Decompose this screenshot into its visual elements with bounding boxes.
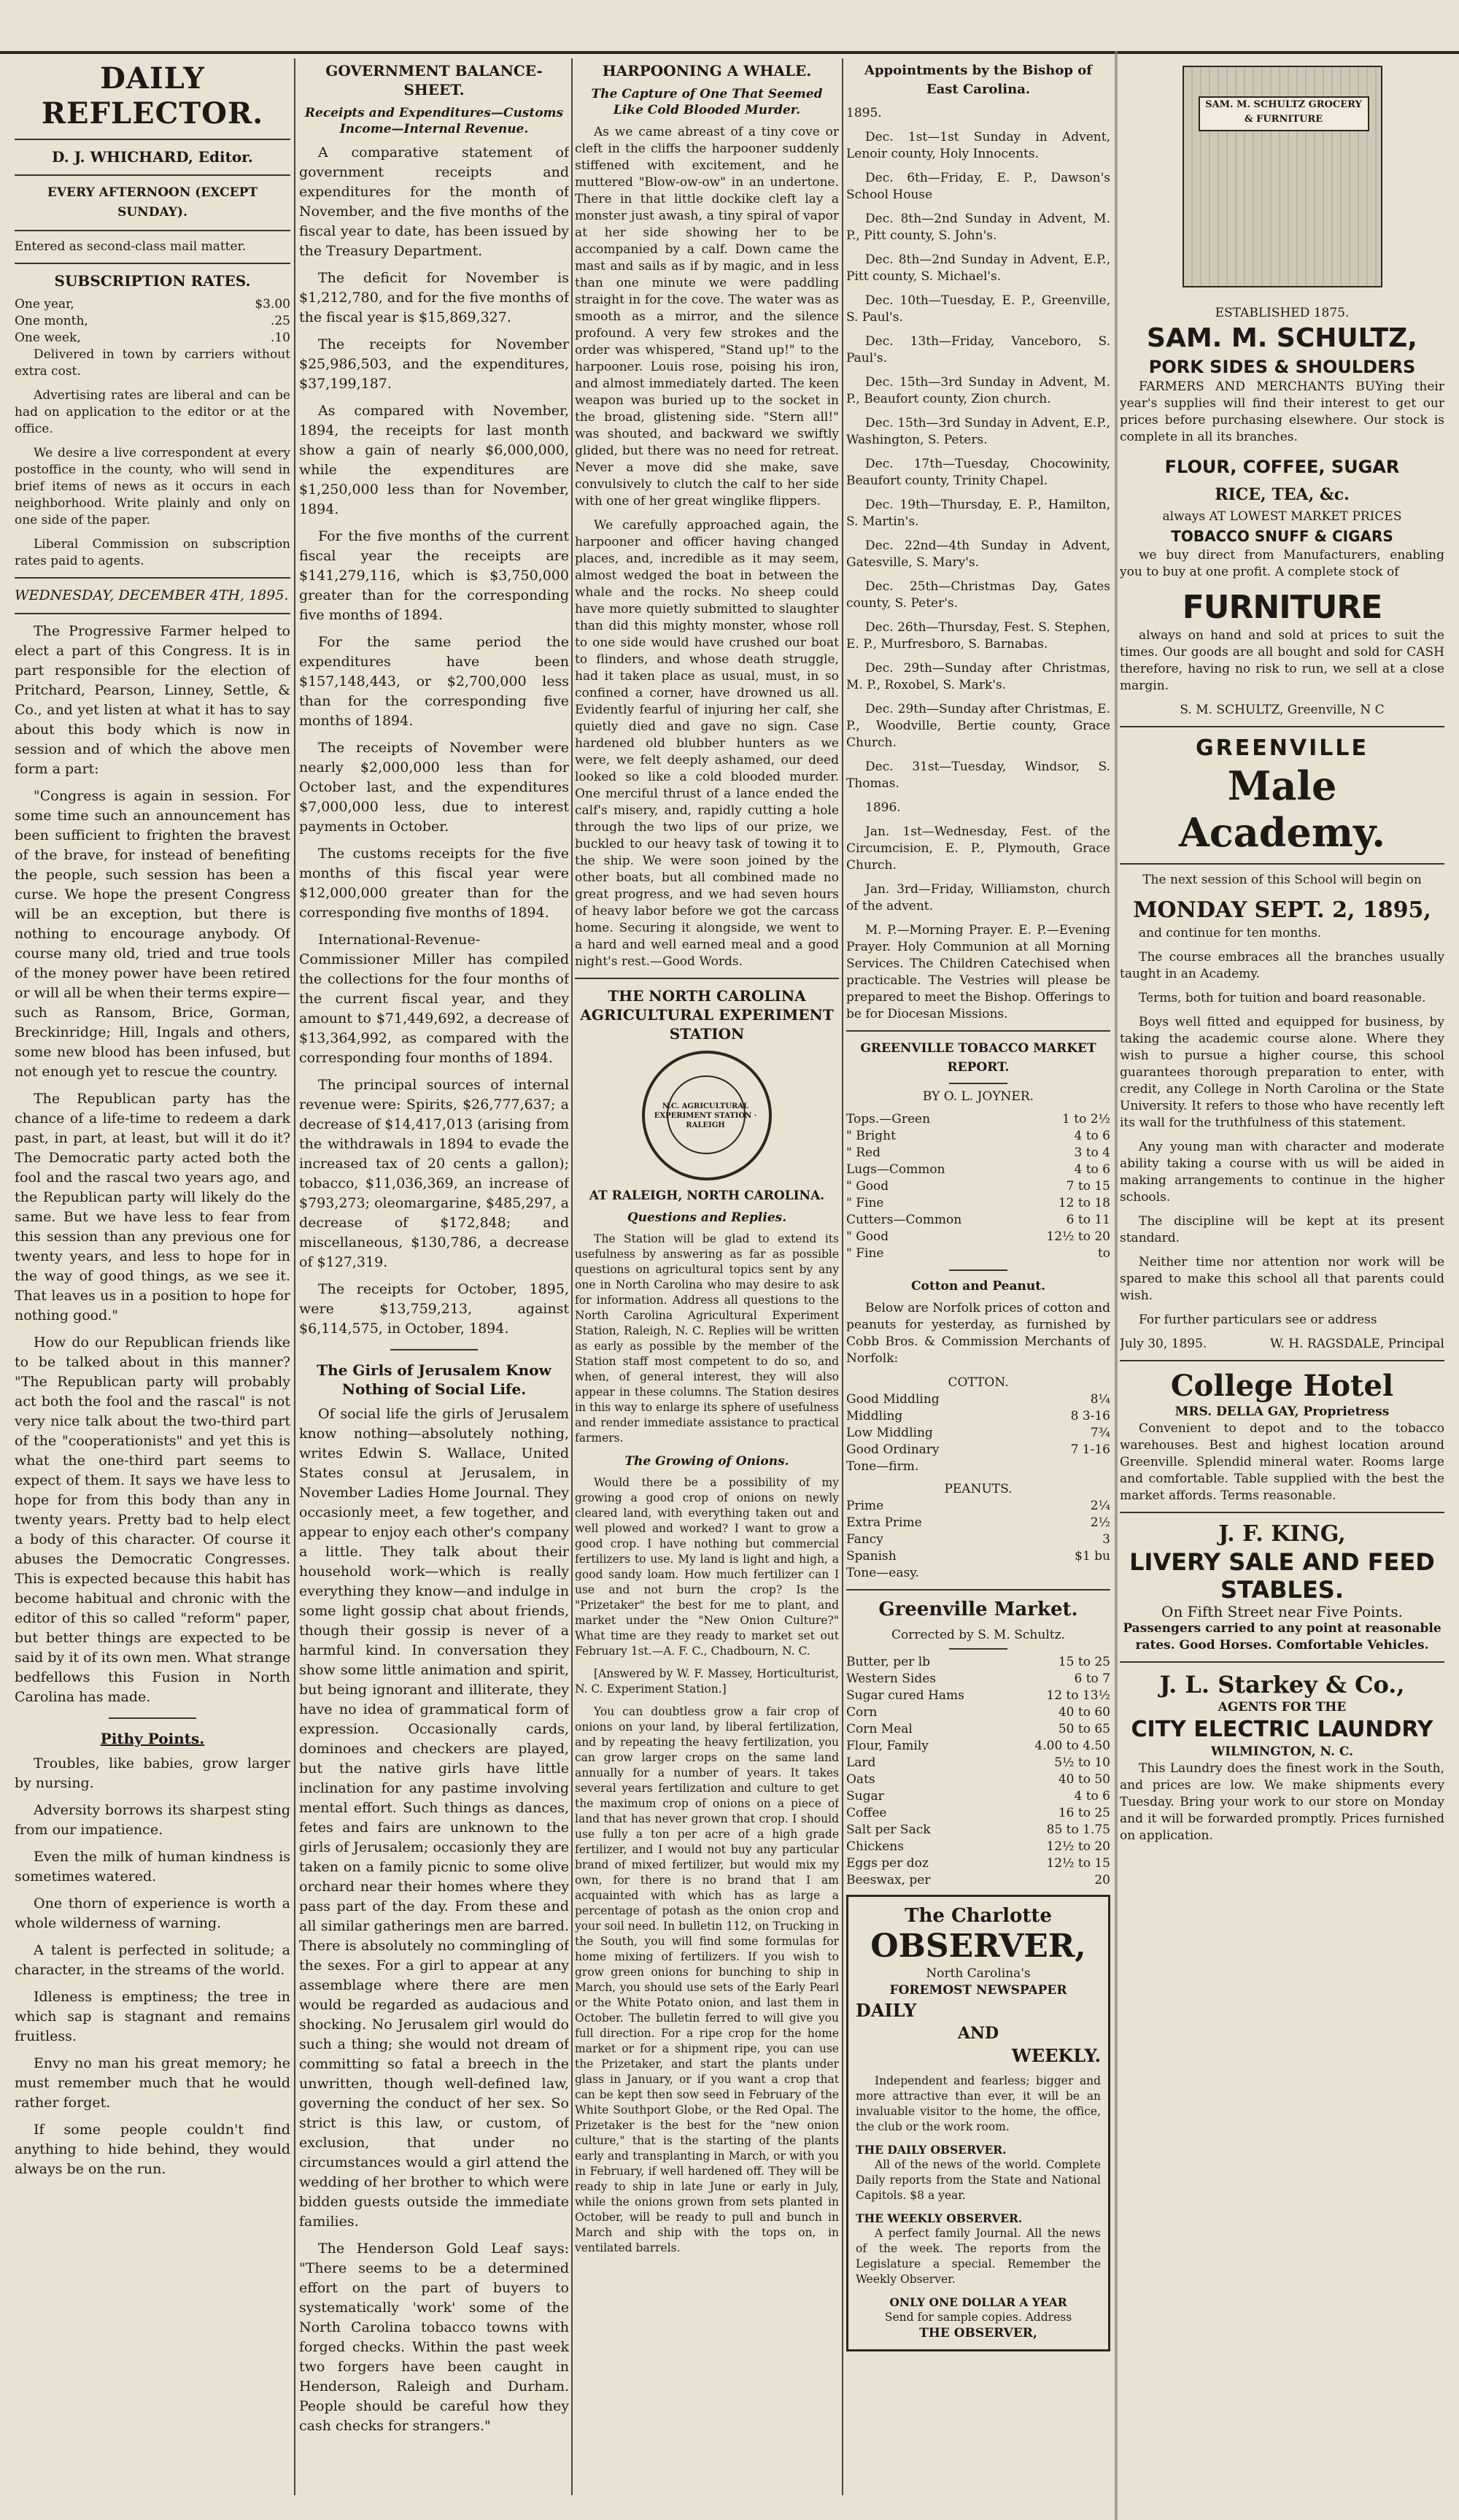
laundry-name: CITY ELECTRIC LAUNDRY [1131,1717,1433,1742]
row-label: Eggs per doz [846,1856,929,1871]
row-label: " Good [846,1229,889,1244]
laundry-place: WILMINGTON, N. C. [1210,1744,1353,1759]
table-row [846,1229,1110,1245]
schultz-line2: FLOUR, COFFEE, SUGAR [1164,457,1400,477]
row-value: 8 3-16 [1070,1409,1110,1423]
balance-paragraph: International-Revenue-Commissioner Miller has compiled the collections for the four months of the current fiscal year, and they amount to $71,449,692, a decrease of $13,364,992, as compared with the corresponding four months of 1894. [299,932,569,1066]
academy-date: MONDAY SEPT. 2, 1895, [1133,897,1431,923]
observer-line2: North Carolina's [926,1966,1031,1981]
table-row [846,1178,1110,1195]
established-line: ESTABLISHED 1875. [1215,306,1350,320]
laundry-text: This Laundry does the finest work in the South, and prices are low. We make shipments every Tuesday. Bring your work to our store on Monday and it will be forwarded promptly. Prices furnished on application. [1120,1761,1444,1843]
column-rule [842,58,843,2495]
row-label: " Bright [846,1129,896,1143]
table-row [846,1755,1110,1771]
qa-heading: Questions and Replies. [627,1210,787,1225]
row-value: .10 [270,331,290,345]
divider [1120,1661,1444,1663]
peanuts-label: PEANUTS. [944,1482,1013,1496]
row-label: " Fine [846,1196,884,1210]
balance-paragraph: A comparative statement of government receipts and expenditures for the month of November, and the five months of the fiscal year to date, has been issued by the Treasury Department. [299,144,569,259]
row-label: Chickens [846,1839,904,1854]
academy-paragraph: Any young man with character and moderate ability taking a course with us will be aided in making arrangements to continue in the higher schools. [1120,1140,1444,1205]
row-value: 40 to 50 [1058,1772,1110,1787]
pithy-heading: Pithy Points. [100,1730,205,1747]
row-value: 4 to 6 [1074,1129,1110,1143]
appointment-item: Dec. 29th—Sunday after Christmas, M. P., Roxobel, S. Mark's. [846,661,1110,692]
row-label: Beeswax, per [846,1873,931,1887]
subscription-heading: SUBSCRIPTION RATES. [54,272,251,290]
row-label: One month, [15,314,88,328]
station-place: AT RALEIGH, NORTH CAROLINA. [589,1189,825,1203]
appointments-heading: Appointments by the Bishop of East Carolina. [864,63,1092,97]
academy-paragraph: Neither time nor attention nor work will be spared to make this school all that parents could wish. [1120,1255,1444,1303]
starkey-agents: AGENTS FOR THE [1218,1700,1347,1715]
dateline: WEDNESDAY, DECEMBER 4TH, 1895. [15,587,289,603]
column-3 [575,58,839,2495]
academy-paragraph: Boys well fitted and equipped for business, by taking the academic course alone. Where they wish to pursue a higher course, this school guarantees thorough preparation to enter, with credit, any College in North Carolina or the State University. It refers to those who have recently left its wall for the truthfulness of this statement. [1120,1015,1444,1130]
row-value: 15 to 25 [1058,1655,1110,1669]
row-label: Coffee [846,1806,887,1820]
editorial-paragraph: The Progressive Farmer helped to elect a part of this Congress. It is in part responsible for the election of Pritchard, Pearson, Linney, Settle, & Co., and yet listen at what it has to say about this body which is now in session and of which the above men form a part: [15,623,290,777]
table-row [846,1839,1110,1855]
divider [15,139,290,140]
table-row [846,1805,1110,1822]
appointment-item: Dec. 10th—Tuesday, E. P., Greenville, S. Paul's. [846,293,1110,325]
academy-top: GREENVILLE [1196,735,1369,761]
observer-samples: Send for sample copies. Address [884,2311,1072,2324]
row-value: 4 to 6 [1074,1162,1110,1177]
tobacco-by: BY O. L. JOYNER. [922,1089,1034,1104]
appointment-item: Dec. 17th—Tuesday, Chocowinity, Beaufort county, Trinity Chapel. [846,457,1110,488]
divider [15,263,290,264]
row-label: Sugar cured Hams [846,1688,964,1703]
cotton-label: COTTON. [948,1375,1009,1390]
appointment-item: Dec. 22nd—4th Sunday in Advent, Gatesville, S. Mary's. [846,538,1110,570]
page-fold [1115,51,1118,2520]
divider [109,1717,196,1719]
onions-paragraph: Would there be a possibility of my growing a good crop of onions on newly cleared land, with everything taken out and well plowed and worked? I want to grow a good crop. I have nothing but commercial fertilizers to use. My land is light and high, a good sandy loam. How much fertilizer can I use and not burn the crop? Is the "Prizetaker" the best for me to plant, and market under the "New Onion Culture?" What time are they ready to market set out February 1st.—A. F. C., Chadbourn, N. C. [575,1476,839,1658]
appointment-item: Dec. 6th—Friday, E. P., Dawson's School House [846,171,1110,202]
station-heading: THE NORTH CAROLINA AGRICULTURAL EXPERIMENT STATION [580,987,834,1043]
column-rule [571,58,573,2495]
subscription-notes [15,347,290,570]
row-label: One week, [15,331,81,345]
academy-paragraph: The discipline will be kept at its present standard. [1120,1214,1444,1245]
jerusalem-heading: The Girls of Jerusalem Know Nothing of Social Life. [317,1361,552,1398]
table-row [846,1671,1110,1688]
divider [949,1269,1007,1271]
row-label: " Red [846,1145,881,1160]
row-value: 4.00 to 4.50 [1034,1739,1110,1753]
row-value: 50 to 65 [1058,1722,1110,1736]
whale-heading: HARPOONING A WHALE. [602,62,812,80]
row-value: .25 [270,314,290,328]
editorial-paragraph: How do our Republican friends like to be talked about in this manner? "The Republican party will probably act both the fool and the rascal" is not very nice talk about the two-third part of the "cooperationists" and yet this is what the one-third part seems to expect of them. It says we have less to hope for from this body than any in twenty years. Pretty bad to help elect a body of this character. Of course it abuses the Democratic Congresses. This is expected because this habit has become habitual and chronic with the editor of this so called "reform" paper, but better things are expected to be said by it of its own men. What strange bedfellows this Fusion in North Carolina has made. [15,1334,290,1705]
table-row [846,1162,1110,1178]
row-label: Cutters—Common [846,1213,962,1227]
row-value: 2½ [1090,1515,1110,1530]
balance-paragraph: As compared with November, 1894, the receipts for last month show a gain of nearly $6,000,000, while the expenditures are $1,250,000 less than for November, 1894. [299,403,569,517]
divider [846,1030,1110,1032]
balance-paragraph: The deficit for November is $1,212,780, and for the five months of the fiscal year is $15,869,327. [299,270,569,325]
seal-text: N.C. AGRICULTURAL EXPERIMENT STATION · RALEIGH [654,1102,757,1129]
divider [1120,1360,1444,1361]
appointment-item: Dec. 8th—2nd Sunday in Advent, M. P., Pitt county, S. John's. [846,212,1110,243]
academy-date-line: July 30, 1895. [1120,1337,1207,1351]
row-value: 20 [1094,1873,1110,1887]
station-seal-icon [642,1051,772,1180]
table-row [846,1688,1110,1704]
king-place: On Fifth Street near Five Points. [1161,1603,1403,1620]
furniture-heading: FURNITURE [1182,589,1382,626]
row-value: to [1097,1246,1110,1261]
row-label: Middling [846,1409,903,1423]
observer-line3: FOREMOST NEWSPAPER [889,1983,1067,1998]
pithy-item: Adversity borrows its sharpest sting from our impatience. [15,1802,290,1838]
store-sign: SAM. M. SCHULTZ GROCERY & FURNITURE [1199,96,1369,131]
appointment-item: Dec. 1st—1st Sunday in Advent, Lenoir county, Holy Innocents. [846,130,1110,161]
row-value: 40 to 60 [1058,1705,1110,1720]
pithy-item: If some people couldn't find anything to hide behind, they would always be on the run. [15,2122,290,2177]
appointment-item: Jan. 1st—Wednesday, Fest. of the Circumcision, E. P., Plymouth, Grace Church. [846,824,1110,873]
editorial-paragraph: "Congress is again in session. For some time such an announcement has been sufficient to frighten the bravest of the brave, for instead of benefiting the people, such session has been a curse. We hope the present Congress will be an exception, but there is nothing to encourage anybody. Of course many old, tried and true tools of the money power have been retired or will all be when their terms expire—such as Ransom, Brice, Gorman, Breckinridge; Hill, Ingals and others, some new blood has been infused, but not enough yet to rescue the country. [15,788,290,1080]
row-label: Spanish [846,1549,897,1564]
row-label: Butter, per lb [846,1655,931,1669]
academy-intro: The next session of this School will begin on [1142,873,1422,887]
subscription-note: Delivered in town by carriers without extra cost. [15,347,290,379]
table-row [15,313,290,330]
row-label: Low Middling [846,1426,933,1440]
academy-principal: W. H. RAGSDALE, Principal [1269,1337,1444,1351]
masthead-title: DAILY REFLECTOR. [41,61,264,131]
tobacco-heading: GREENVILLE TOBACCO MARKET REPORT. [860,1041,1096,1075]
observer-offer: ONLY ONE DOLLAR A YEAR [889,2295,1067,2309]
row-label: Good Ordinary [846,1442,940,1457]
observer-pitch: Independent and fearless; bigger and more attractive than ever, it will be an invaluable visitor to the home, the office, the club or the work room. [856,2074,1101,2133]
appointment-item: Dec. 19th—Thursday, E. P., Hamilton, S. Martin's. [846,498,1110,529]
observer-daily-heading: THE DAILY OBSERVER. [856,2143,1007,2157]
schultz-name: SAM. M. SCHULTZ, [1147,323,1417,353]
market-heading: Greenville Market. [878,1599,1078,1620]
divider [1120,1512,1444,1513]
row-value: $1 bu [1075,1549,1110,1564]
row-label: Tone—easy. [846,1566,919,1580]
jerusalem-paragraph: The Henderson Gold Leaf says: "There seems to be a determined effort on the part of buyers to systematically 'work' some of the North Carolina tobacco towns with forged checks. Within the past week two forgers have been caught in Henderson, Raleigh and Durham. People should be careful how they cash checks for strangers." [299,2241,569,2434]
pithy-item: Troubles, like babies, grow larger by nursing. [15,1755,290,1791]
schedule-line: EVERY AFTERNOON (EXCEPT SUNDAY). [47,185,258,220]
row-value: 12 to 18 [1058,1196,1110,1210]
schultz-text1: FARMERS AND MERCHANTS BUYing their year's supplies will find their interest to get our prices before purchasing elsewhere. Our stock is complete in all its branches. [1120,379,1444,444]
table-row [846,1195,1110,1212]
row-value: 2¼ [1090,1499,1110,1513]
whale-paragraph: As we came abreast of a tiny cove or cleft in the cliffs the harpooner suddenly stiffened with excitement, and he muttered "Blow-ow-ow" in an undertone. There in that little dockike cleft lay a monster just awash, a tiny spiral of vapor at her side showing her to be accompanied by a calf. Down came the mast and sails as if by magic, and in less than one minute we were paddling straight in for the cove. The water was as smooth as a mirror, and the silence profound. A very few strokes and the order was whispered, "Stand up!" to the harpooner. Louis rose, poising his iron, and almost immediately darted. The keen weapon was buried up to the socket in the broad, glistening side. "Stern all!" was shouted, and backward we swiftly glided, but there was no need for retreat. Never a move did she make, save convulsively to clutch the calf to her side with one of her great winglike flippers. [575,125,839,509]
academy-body [1120,925,1444,1329]
onions-paragraph: You can doubtless grow a fair crop of onions on your land, by liberal fertilization, and by repeating the heavy fertilization, you can grow larger crops on the same land annually for a number of years. It takes several years fertilization and culture to get the maximum crop of onions on a piece of land that has never grown that crop. I should use fully a ton per acre of a high grade fertilizer, and I would not buy any particular brand of mixed fertilizer, but would mix my own, for there is no brand that I am acquainted with which has as large a percentage of potash as the onion crop and your soil need. In bulletin 112, on Trucking in the South, you will find some formulas for home mixing of fertilizers. If you wish to grow green onions for bunching to ship in March, you should use sets of the Early Pearl or the White Potato onion, and last them in October. The bulletin ferred to will give you full direction. For a ripe crop for the home market or for a shipment ripe, you can use the Prizetaker, and start the plants under glass in January, or if you want a crop that can be kept then sow seed in February of the White Southport Globe, or the Red Opal. The Prizetaker is the best for the "new onion culture," that is the starting of the plants early and transplanting in March, or with you in February, if well hardened off. They will be ready to ship in late June or early in July, while the onions grown from sets planted in October, will be ready to pull and bunch in March and ship with the tops on, in ventilated barrels. [575,1705,839,2254]
cotton-intro: Below are Norfolk prices of cotton and peanuts for yesterday, as furnished by Cobb Bros. & Commission Merchants of Norfolk: [846,1301,1110,1366]
balance-paragraph: For the five months of the current fiscal year the receipts are $141,279,116, which is $3,750,000 greater than for the corresponding five months of 1894. [299,528,569,623]
column-2 [299,58,569,2495]
row-label: Lard [846,1755,876,1770]
king-stables: STABLES. [1220,1576,1344,1604]
pithy-item: Idleness is emptiness; the tree in which sap is stagnant and remains fruitless. [15,1989,290,2044]
editor-line: D. J. WHICHARD, Editor. [52,148,253,166]
table-row [846,1548,1110,1565]
divider [1120,726,1444,727]
observer-name: OBSERVER, [870,1928,1086,1965]
appointment-item: Dec. 15th—3rd Sunday in Advent, M. P., Beaufort county, Zion church. [846,375,1110,406]
row-label: Corn [846,1705,878,1720]
observer-address: THE OBSERVER, [919,2326,1037,2341]
subscription-note: Liberal Commission on subscription rates paid to agents. [15,537,290,568]
divider [15,613,290,614]
schultz-line3: RICE, TEA, &c. [1215,485,1350,504]
balance-sheet-body [299,143,569,1339]
king-line: LIVERY SALE AND FEED [1129,1548,1435,1576]
table-row [846,1425,1110,1442]
cotton-table [846,1391,1110,1475]
rates-list [15,296,290,347]
row-label: Tops.—Green [846,1112,931,1126]
table-row [15,330,290,347]
starkey-name: J. L. Starkey & Co., [1159,1671,1405,1698]
table-row [846,1245,1110,1262]
whale-paragraph: We carefully approached again, the harpooner and officer having changed places, and, incredible as it may seem, almost wedged the boat in between the whale and the rocks. No sheep could have more quietly submitted to slaughter than did this mighty monster, whose roll to one side would have crushed our boat to flinders, and whose death struggle, had it taken place as usual, must, in so confined a corner, have drowned us all. Evidently fearful of injuring her calf, she quietly died and gave no sign. Case hardened old blubber hunters as we were, we felt deeply ashamed, our deed looked so like a cold blooded murder. One merciful thrust of a lance ended the calf's misery, and, rapidly cutting a hole through the two lips of our prize, we buckled to our heavy task of towing it to the ship. We were soon joined by the other boats, but all combined made no great progress, and we had seven hours of heavy labor before we got the carcass home. Securing it alongside, we went to a hard and well earned meal and a good night's rest.—Good Words. [575,518,839,969]
hotel-text: Convenient to depot and to the tobacco warehouses. Best and highest location around Greenville. Splendid mineral water. Rooms large and comfortable. Table supplied with the best the market affords. Terms reasonable. [1120,1421,1444,1503]
divider [575,978,839,979]
divider [949,1648,1007,1650]
row-label: " Good [846,1179,889,1194]
hotel-name: College Hotel [1170,1369,1394,1403]
table-row [846,1128,1110,1145]
schultz-line1: PORK SIDES & SHOULDERS [1148,357,1416,377]
divider [846,1589,1110,1591]
column-5 [1120,58,1444,2495]
schultz-line5: TOBACCO SNUFF & CIGARS [1171,527,1393,545]
appointment-item: Dec. 29th—Sunday after Christmas, E. P., Woodville, Bertie county, Grace Church. [846,702,1110,750]
row-label: Prime [846,1499,884,1513]
row-value: 3 to 4 [1074,1145,1110,1160]
hotel-proprietress: MRS. DELLA GAY, Proprietress [1174,1404,1390,1419]
pithy-item: One thorn of experience is worth a whole wilderness of warning. [15,1895,290,1931]
column-rule [294,58,295,2495]
column-4 [846,58,1110,2495]
pithy-item: Envy no man his great memory; he must remember much that he would rather forget. [15,2055,290,2111]
row-value: 6 to 11 [1066,1213,1110,1227]
subscription-note: Advertising rates are liberal and can be had on application to the editor or at the office. [15,388,290,436]
king-name: J. F. KING, [1218,1521,1346,1547]
observer-weekly: WEEKLY. [1011,2045,1101,2066]
column-1 [15,58,290,2495]
balance-sheet-subheading: Receipts and Expenditures—Customs Income—Internal Revenue. [304,106,564,136]
row-label: Flour, Family [846,1739,929,1753]
whale-body [575,124,839,970]
onions-heading: The Growing of Onions. [624,1454,789,1469]
table-row [846,1145,1110,1162]
row-value: 4 to 6 [1074,1789,1110,1804]
row-value: 5½ to 10 [1054,1755,1110,1770]
table-row [846,1721,1110,1738]
appointment-item: 1896. [865,800,901,815]
table-row [846,1872,1110,1889]
appointment-item: Dec. 15th—3rd Sunday in Advent, E.P., Washington, S. Peters. [846,416,1110,447]
jerusalem-paragraph: Of social life the girls of Jerusalem know nothing—absolutely nothing, writes Edwin S. Wallace, United States consul at Jerusalem, in November Ladies Home Journal. They occasionly meet, a few together, and appear to enjoy each other's company a little. They talk about their household work—which is really everything they know—and indulge in some light gossip chat about friends, though their gossip is never of a harmful kind. In conversation they show some little animation and spirit, but being ignorant and illiterate, they have no idea of grammatical form of expression. Occasionally cards, dominoes and checkers are played, but the native girls have little inclination for any pastime involving mental effort. Such things as dances, fetes and fairs are unknown to the girls of Jerusalem; occasionly they are taken on a family picnic to some olive orchard near their homes where they pass part of the day. From these and all similar gatherings men are barred. There is absolutely no commingling of the sexes. For a girl to appear at any assemblage where there are men would be regarded as audacious and shocking. No Jerusalem girl would do such a thing; she would not dream of committing so fatal a breech in the unwritten, though well-defined law, governing the conduct of her sex. So strict is this law, or custom, of exclusion, that under no circumstances would a girl attend the wedding of her brother to which were bidden guests outside the immediate families. [299,1406,569,2230]
table-row [846,1498,1110,1515]
tobacco-table [846,1111,1110,1262]
row-label: Tone—firm. [846,1459,919,1474]
row-value: 16 to 25 [1058,1806,1110,1820]
onions-paragraph: [Answered by W. F. Massey, Horticulturist, N. C. Experiment Station.] [575,1667,839,1696]
balance-sheet-heading: GOVERNMENT BALANCE-SHEET. [325,62,543,98]
row-value: 8¼ [1090,1392,1110,1407]
balance-paragraph: The receipts of November were nearly $2,000,000 less than for October last, and the expenditures $7,000,000 less, due to interest payments in October. [299,740,569,835]
whale-subheading: The Capture of One That Seemed Like Cold Blooded Murder. [591,87,823,117]
table-row [846,1531,1110,1548]
qa-intro: The Station will be glad to extend its usefulness by answering as far as possible questions on agricultural topics sent by any one in North Carolina who may desire to ask for information. Address all questions to the North Carolina Agricultural Experiment Station, Raleigh, N. C. Replies will be written as early as possible by the member of the Station staff most competent to do so, and when, of general interest, they will also appear in these columns. The Station desires in this way to enlarge its sphere of usefulness and render immediate assistance to practical farmers. [575,1232,839,1445]
row-label: Sugar [846,1789,884,1804]
balance-paragraph: The customs receipts for the five months of this fiscal year were $12,000,000 greater than for the corresponding five months of 1894. [299,846,569,921]
divider [15,230,290,231]
appointments-year: 1895. [846,106,882,120]
editorial-body [15,622,290,1707]
row-label: Fancy [846,1532,883,1547]
row-value: 12½ to 15 [1046,1856,1110,1871]
editorial-paragraph: The Republican party has the chance of a life-time to redeem a dark past, in part, at least, but will it do it? The Democratic party acted both the fool and the rascal two years ago, and the Republican party will likely do the same. But we have less to fear from this session than any previous one for twenty years, and less to hope for in the way of good things, as we see it. That leaves us in a position to hope for nothing good." [15,1091,290,1323]
row-label: Corn Meal [846,1722,913,1736]
academy-paragraph: Terms, both for tuition and board reasonable. [1139,991,1426,1005]
row-value: 85 to 1.75 [1046,1823,1110,1837]
row-value: $3.00 [255,297,290,312]
appointment-item: Dec. 13th—Friday, Vanceboro, S. Paul's. [846,334,1110,366]
observer-weekly-text: A perfect family Journal. All the news of the week. The reports from the Legislature a special. Remember the Weekly Observer. [856,2227,1101,2286]
row-label: Lugs—Common [846,1162,945,1177]
observer-daily: DAILY [856,2000,917,2021]
schultz-signature: S. M. SCHULTZ, Greenville, N C [1180,703,1385,717]
row-value: 1 to 2½ [1062,1112,1110,1126]
balance-paragraph: The receipts for October, 1895, were $13,759,213, against $6,114,575, in October, 1894. [299,1281,569,1337]
market-table [846,1654,1110,1889]
divider [390,1349,478,1350]
subscription-note: We desire a live correspondent at every postoffice in the county, who will send in brief items of news as it occurs in each neighborhood. Write plainly and only on one side of the paper. [15,446,290,527]
balance-paragraph: For the same period the expenditures have been $157,148,443, or $2,700,000 less than for the corresponding five months of 1894. [299,634,569,729]
row-value: 7¾ [1090,1426,1110,1440]
row-label: Salt per Sack [846,1823,931,1837]
king-text: Passengers carried to any point at reasonable rates. Good Horses. Comfortable Vehicles. [1123,1621,1441,1653]
row-value: 12½ to 20 [1046,1839,1110,1854]
table-row [846,1738,1110,1755]
row-value: 7 to 15 [1066,1179,1110,1194]
table-row [846,1704,1110,1721]
observer-and: AND [957,2024,999,2043]
table-row [846,1822,1110,1839]
pithy-item: Even the milk of human kindness is sometimes watered. [15,1849,290,1885]
table-row [846,1771,1110,1788]
appointment-item: M. P.—Morning Prayer. E. P.—Evening Prayer. Holy Communion at all Morning Services. The Children Catechised when practicable. The Vestries will please be prepared to meet the Bishop. Offerings to be for Diocesan Missions. [846,923,1110,1021]
observer-line1: The Charlotte [905,1905,1052,1927]
divider [949,1083,1007,1084]
academy-paragraph: For further particulars see or address [1139,1313,1377,1327]
entered-line: Entered as second-class mail matter. [15,239,247,254]
divider [15,174,290,176]
academy-paragraph: and continue for ten months. [1139,926,1322,940]
balance-paragraph: The receipts for November $25,986,503, and the expenditures, $37,199,187. [299,336,569,392]
row-value: 12½ to 20 [1046,1229,1110,1244]
schultz-line4: always AT LOWEST MARKET PRICES [1162,509,1402,524]
onions-body [575,1475,839,2256]
row-value: 3 [1102,1532,1110,1547]
row-value: 12 to 13½ [1046,1688,1110,1703]
appointments-list [846,129,1110,1023]
academy-signature [1120,1336,1444,1353]
row-value: 7 1-16 [1070,1442,1110,1457]
appointment-item: Dec. 26th—Thursday, Fest. S. Stephen, E. P., Murfresboro, S. Barnabas. [846,620,1110,652]
academy-paragraph: The course embraces all the branches usually taught in an Academy. [1120,950,1444,981]
table-row [846,1458,1110,1475]
row-label: Oats [846,1772,875,1787]
table-row [846,1515,1110,1531]
table-row [846,1855,1110,1872]
row-label: Western Sides [846,1671,936,1686]
pithy-item: A talent is perfected in solitude; a character, in the streams of the world. [15,1942,290,1978]
market-by: Corrected by S. M. Schultz. [891,1628,1065,1642]
schultz-text2: we buy direct from Manufacturers, enabling you to buy at one profit. A complete stock of [1120,548,1444,579]
table-row [846,1565,1110,1582]
pithy-list [15,1754,290,2179]
row-label: Extra Prime [846,1515,922,1530]
academy-name: Male Academy. [1179,762,1385,856]
row-label: Good Middling [846,1392,940,1407]
table-row [846,1788,1110,1805]
appointment-item: Dec. 31st—Tuesday, Windsor, S. Thomas. [846,760,1110,791]
peanuts-table [846,1498,1110,1582]
observer-weekly-heading: THE WEEKLY OBSERVER. [856,2211,1023,2225]
header-rule [0,51,1459,54]
table-row [846,1111,1110,1128]
table-row [846,1654,1110,1671]
divider [1120,863,1444,865]
appointment-item: Dec. 8th—2nd Sunday in Advent, E.P., Pitt county, S. Michael's. [846,252,1110,284]
row-label: One year, [15,297,74,312]
table-row [846,1408,1110,1425]
table-row [846,1391,1110,1408]
appointment-item: Dec. 25th—Christmas Day, Gates county, S. Peter's. [846,579,1110,611]
table-row [846,1212,1110,1229]
row-value: 6 to 7 [1074,1671,1110,1686]
table-row [846,1442,1110,1458]
balance-paragraph: The principal sources of internal revenue were: Spirits, $26,777,637; a decrease of $14,417,013 (arising from the withdrawals in 1894 to evade the increased tax of 20 cents a gallon); tobacco, $11,036,369, an increase of $793,273; oleomargarine, $485,297, a decrease of $172,848; and miscellaneous, $130,786, a decrease of $127,319. [299,1077,569,1270]
divider [15,577,290,579]
jerusalem-body [299,1404,569,2436]
store-illustration [1183,66,1382,287]
row-label: " Fine [846,1246,884,1261]
appointment-item: Jan. 3rd—Friday, Williamston, church of the advent. [846,882,1110,913]
observer-daily-text: All of the news of the world. Complete Daily reports from the State and National Capitols. $8 a year. [856,2158,1101,2202]
table-row [15,296,290,313]
cotton-heading: Cotton and Peanut. [910,1279,1046,1294]
observer-ad [846,1895,1110,2351]
schultz-text3: always on hand and sold at prices to suit the times. Our goods are all bought and sold for CASH therefore, having no risk to run, we sell at a close margin. [1120,628,1444,693]
